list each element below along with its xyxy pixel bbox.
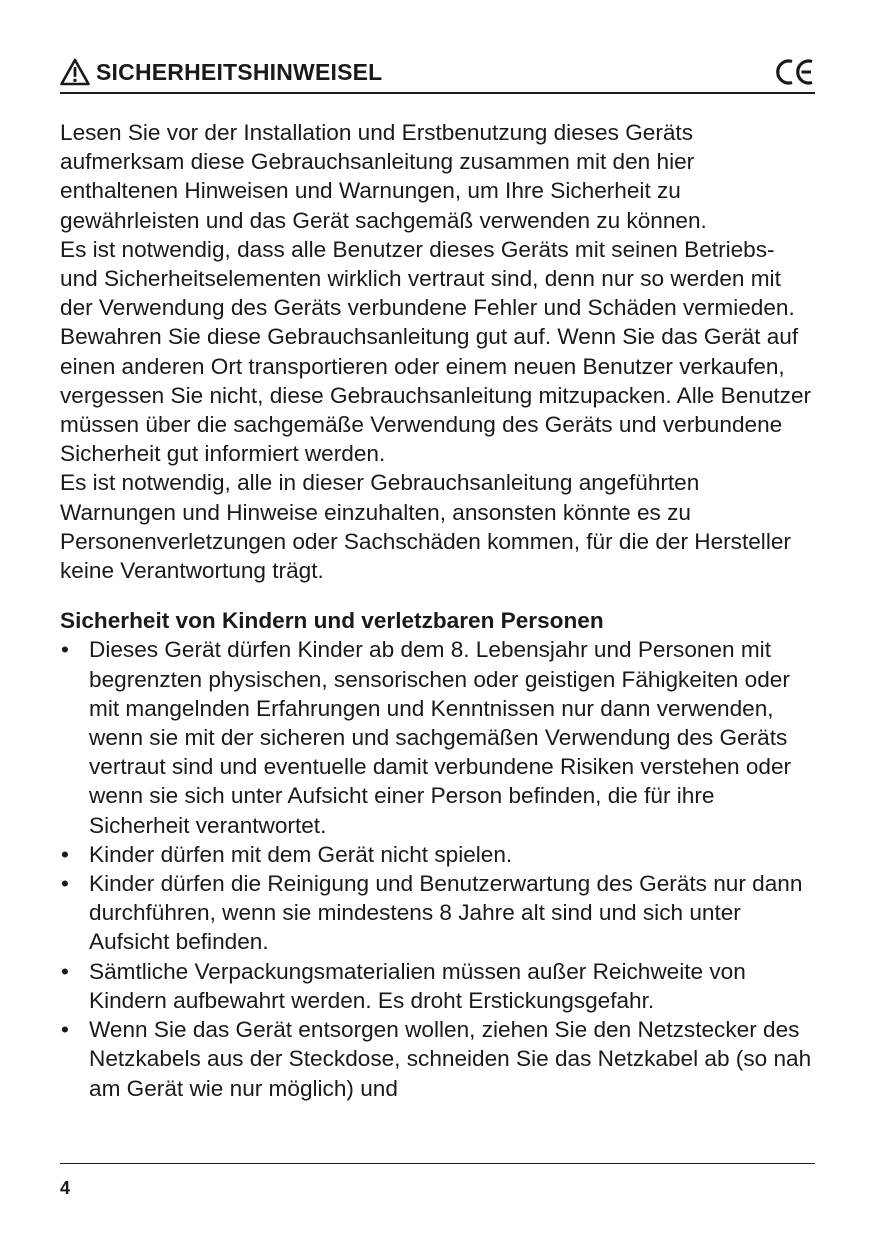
list-item-text: Dieses Gerät dürfen Kinder ab dem 8. Lebensjahr und Personen mit begrenzten physischen, sensorischen oder geistigen Fähigkeiten oder mit mangelnden Erfahrungen und Kenntnissen nur dann verwenden, wenn sie mit der sicheren und sachgemäßen Verwendung des Geräts vertraut sind und eventuelle damit verbundene Risiken verstehen oder wenn sie sich unter Aufsicht einer Person befinden, die für ihre Sicherheit verantwortet. [89,637,792,838]
page-number: 4 [60,1178,71,1198]
list-item-text: Kinder dürfen die Reinigung und Benutzerwartung des Geräts nur dann durchführen, wenn sie mindestens 8 Jahre alt sind und sich unter Aufsicht befinden. [89,871,803,955]
bullet-marker: • [61,1017,69,1043]
section-heading: Sicherheit von Kindern und verletzbaren Personen [60,608,604,634]
list-item-text: Kinder dürfen mit dem Gerät nicht spielen. [89,841,513,867]
list-item [60,869,815,957]
warning-triangle-icon [60,58,90,86]
section-header [60,52,815,94]
bullet-marker: • [61,958,69,984]
page-title: SICHERHEITSHINWEISEL [96,58,383,85]
list-item [60,957,815,1015]
intro-paragraph: Lesen Sie vor der Installation und Erstbenutzung dieses Geräts aufmerksam diese Gebrauchsanleitung zusammen mit den hier enthaltenen Hinweisen und Warnungen, um Ihre Sicherheit zu gewährleisten und das Gerät sachgemäß verwenden zu können. [60,120,707,233]
list-item [60,635,815,839]
footer-divider [60,1163,815,1164]
ce-mark-icon [775,58,815,86]
list-item-text: Wenn Sie das Gerät entsorgen wollen, ziehen Sie den Netzstecker des Netzkabels aus der Steckdose, schneiden Sie das Netzkabel ab (so nah am Gerät wie nur möglich) und [89,1017,812,1101]
bullet-marker: • [61,637,69,663]
list-item [60,1015,815,1103]
intro-paragraph: Es ist notwendig, dass alle Benutzer dieses Geräts mit seinen Betriebs- und Sicherheitselementen wirklich vertraut sind, denn nur so werden mit der Verwendung des Geräts verbundene Fehler und Schäden vermieden. Bewahren Sie diese Gebrauchsanleitung gut auf. Wenn Sie das Gerät auf einen anderen Ort transportieren oder einem neuen Benutzer verkaufen, vergessen Sie nicht, diese Gebrauchsanleitung mitzupacken. Alle Benutzer müssen über die sachgemäße Verwendung des Geräts und verbundene Sicherheit gut informiert werden. [60,236,812,467]
bullet-marker: • [61,871,69,897]
document-page [60,52,815,1103]
safety-list [60,635,815,1102]
intro-text [60,118,815,585]
bullet-marker: • [61,841,69,867]
list-item-text: Sämtliche Verpackungsmaterialien müssen außer Reichweite von Kindern aufbewahrt werden. Es droht Erstickungsgefahr. [89,958,746,1013]
header-title-group [60,58,382,86]
list-item [60,840,815,869]
intro-paragraph: Es ist notwendig, alle in dieser Gebrauchsanleitung angeführten Warnungen und Hinweise einzuhalten, ansonsten könnte es zu Personenverletzungen oder Sachschäden kommen, für die der Hersteller keine Verantwortung trägt. [60,470,791,584]
